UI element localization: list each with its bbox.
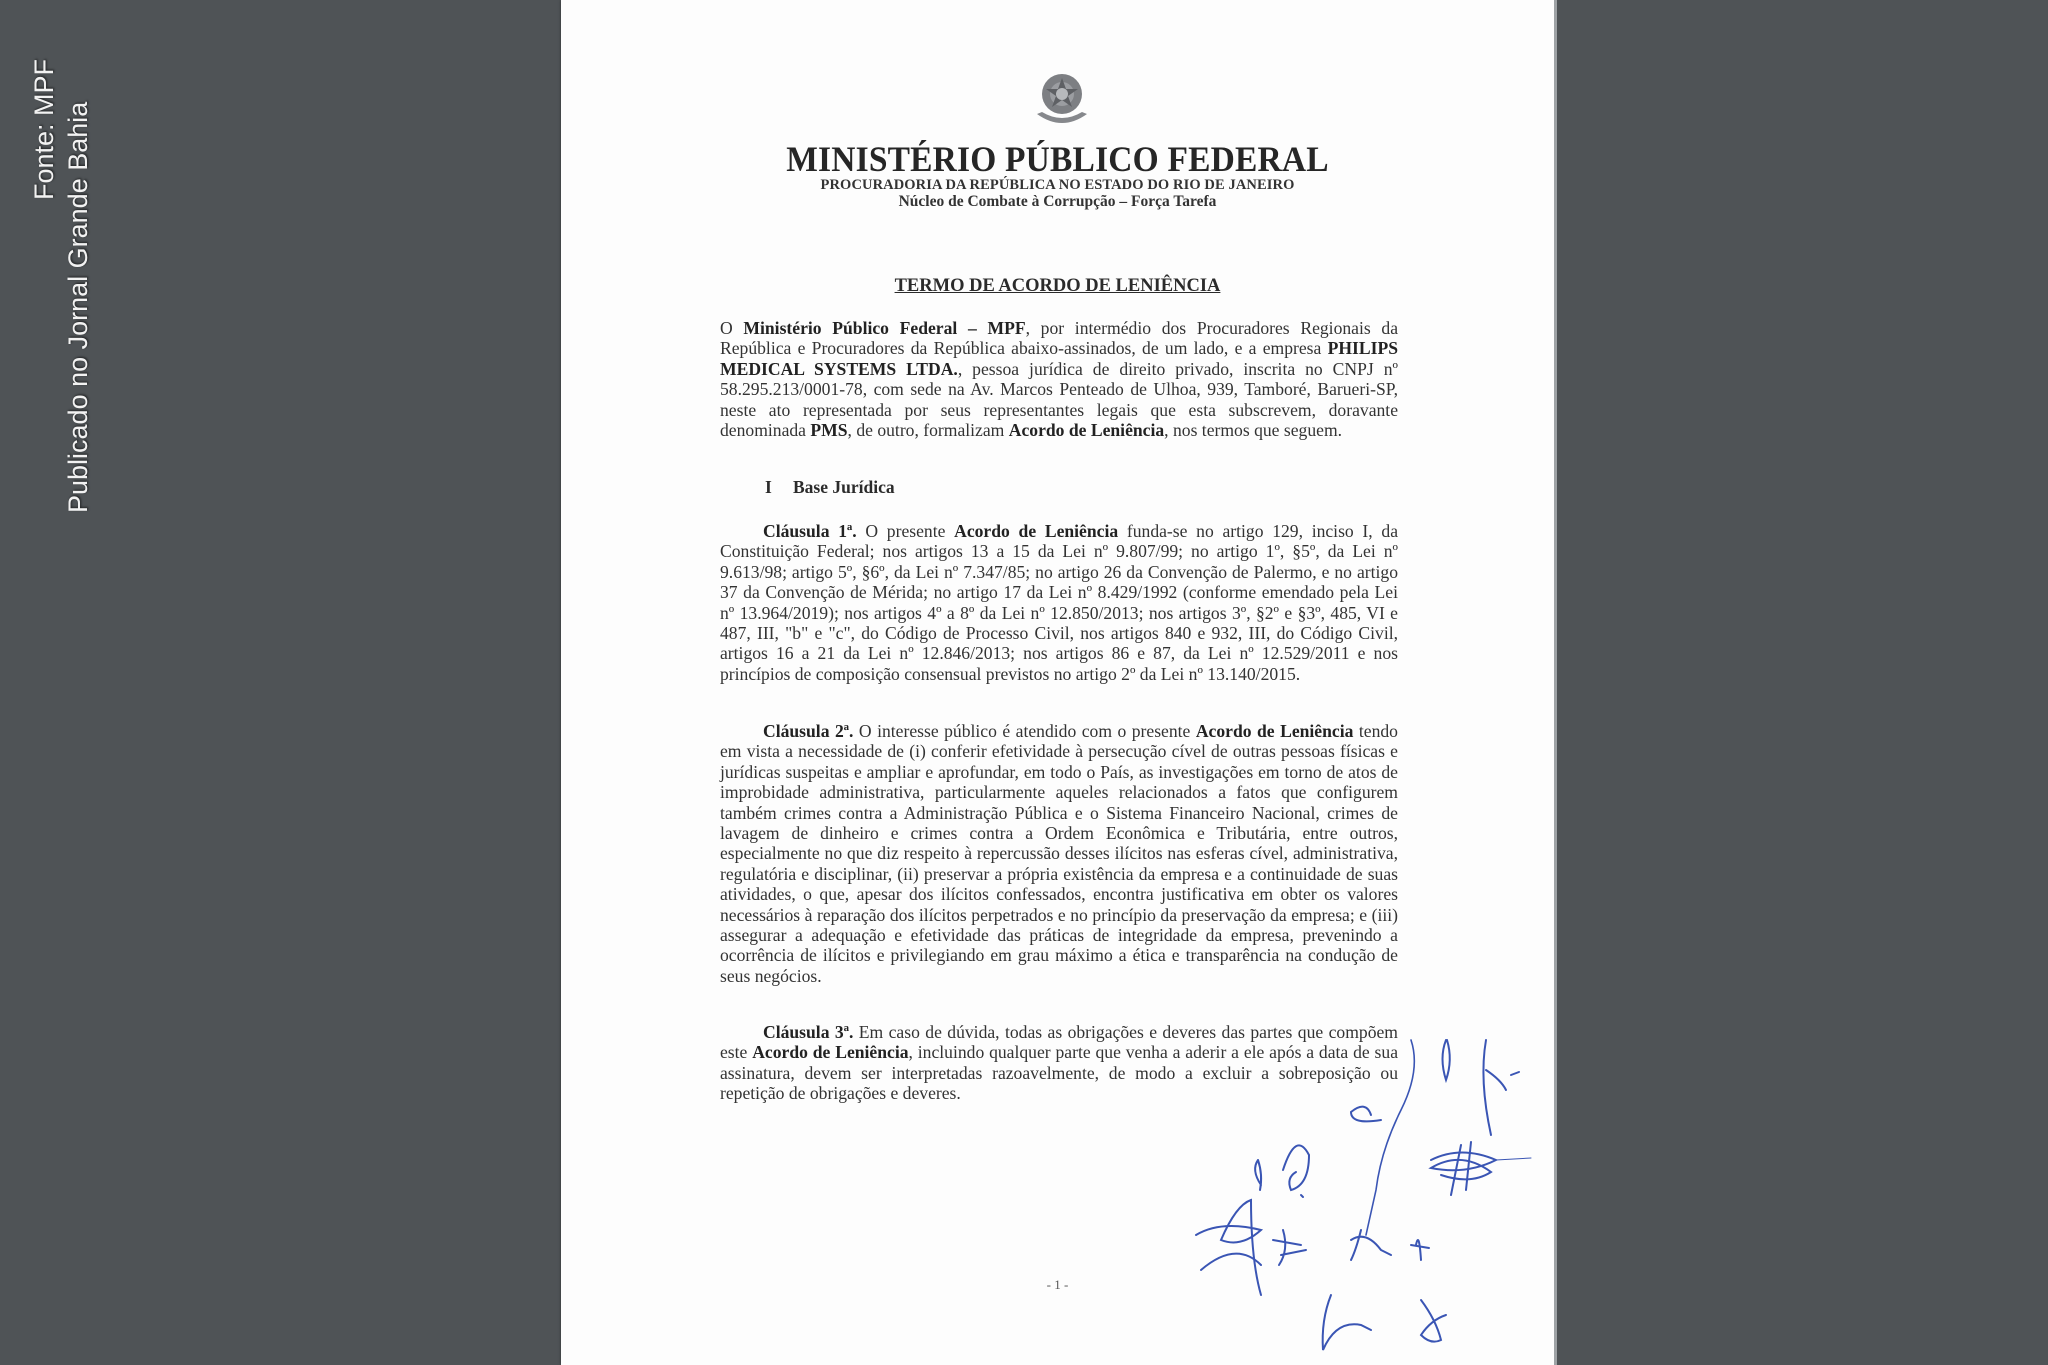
intro-paragraph: O Ministério Público Federal – MPF, por intermédio dos Procuradores Regionais da República e Procuradores da República abaixo-assinados, de um lado, e a empresa PHILIPS MEDICAL SYSTEMS LTDA., pessoa jurídica de direito privado, inscrita no CNPJ nº 58.295.213/0001-78, com sede na Av. Marcos Penteado de Ulhoa, 939, Tamboré, Barueri-SP, neste ato representada por seus representantes legais que esta subscrevem, doravante denominada PMS, de outro, formalizam Acordo de Leniência, nos termos que seguem. xyxy=(720,318,1399,441)
institution-heading: MINISTÉRIO PÚBLICO FEDERAL xyxy=(786,139,1329,179)
clause-2: Cláusula 2ª. O interesse público é atendido com o presente Acordo de Leniência tendo em vista a necessidade de (i) conferir efetividade à persecução cível de outras pessoas físicas e jurídicas suspeitas e ampliar e aprofundar, em todo o País, as investigações em torno de atos de improbidade administrativa, particularmente aqueles relacionados a fatos que configurem também crimes contra a Administração Pública e o Sistema Financeiro Nacional, crimes de lavagem de dinheiro e crimes contra a Ordem Econômica e Tributária, entre outros, especialmente no que diz respeito à repercussão desses ilícitos nas esferas cível, administrativa, regulatória e disciplinar, (ii) preservar a própria existência da empresa e a continuidade de suas atividades, o que, apesar dos ilícitos confessados, encontra justificativa em obter os valores necessários à reparação dos ilícitos perpetrados e no princípio da preservação da empresa; e (iii) assegurar a adequação e efetividade das práticas de integridade da empresa, prevenindo a ocorrência de ilícitos e privilegiando em grau máximo a ética e transparência na condução de seus negócios. xyxy=(720,721,1398,986)
document-title: TERMO DE ACORDO DE LENIÊNCIA xyxy=(894,276,1221,296)
clause-3: Cláusula 3ª. Em caso de dúvida, todas as obrigações e deveres das partes que compõem este Acordo de Leniência, incluindo qualquer parte que venha a aderir a ele após a data de sua assinatura, devem ser interpretadas razoavelmente, de modo a excluir a sobreposição ou repetição de obrigações e deveres. xyxy=(720,1022,1398,1104)
publication-caption: Publicado no Jornal Grande Bahia xyxy=(63,101,93,513)
coat-of-arms-icon xyxy=(1027,70,1097,128)
unit-subheading: Núcleo de Combate à Corrupção – Força Tarefa xyxy=(898,193,1217,210)
document-page xyxy=(561,0,1554,1365)
clause-1: Cláusula 1ª. O presente Acordo de Leniência funda-se no artigo 129, inciso I, da Constituição Federal; nos artigos 13 a 15 da Lei nº 9.807/99; no artigo 1º, §5º, da Lei nº 9.613/98; artigo 5º, §6º, da Lei nº 7.347/85; no artigo 26 da Convenção de Palermo, e no artigo 37 da Convenção de Mérida; no artigo 17 da Lei nº 8.429/1992 (conforme emendado pela Lei nº 13.964/2019); nos artigos 4º a 8º da Lei nº 12.850/2013; nos artigos 3º, §2º e §3º, 485, VI e 487, III, "b" e "c", do Código de Processo Civil, nos artigos 840 e 932, III, do Código Civil, artigos 16 a 21 da Lei nº 12.846/2013; nos artigos 86 e 87, da Lei nº 12.529/2011 e nos princípios de composição consensual previstos no artigo 2º da Lei nº 13.140/2015. xyxy=(720,521,1398,684)
source-caption: Fonte: MPF xyxy=(29,58,59,200)
office-subheading: PROCURADORIA DA REPÚBLICA NO ESTADO DO RIO DE JANEIRO xyxy=(820,177,1295,193)
page-number: - 1 - xyxy=(1046,1277,1069,1292)
section-heading: I Base Jurídica xyxy=(765,477,895,497)
